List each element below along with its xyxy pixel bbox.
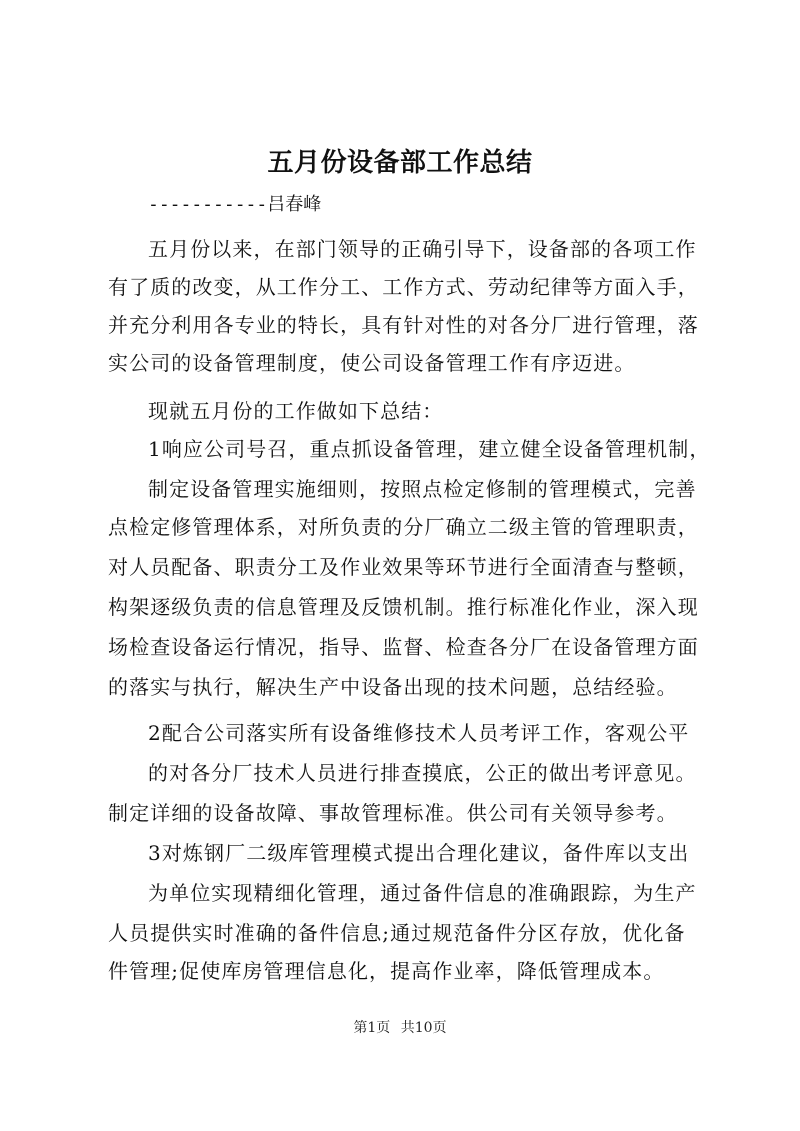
paragraph-line: 点检定修管理体系，对所负责的分厂确立二级主管的管理职责， — [108, 515, 699, 539]
paragraph-line: 实公司的设备管理制度，使公司设备管理工作有序迈进。 — [108, 351, 636, 375]
paragraph-line: 并充分利用各专业的特长，具有针对性的对各分厂进行管理，落 — [108, 313, 699, 337]
author-line: -----------吕春峰 — [148, 194, 322, 215]
paragraph-line: 构架逐级负责的信息管理及反馈机制。推行标准化作业，深入现 — [108, 595, 699, 619]
page-number: 第1页 — [353, 1020, 391, 1036]
paragraph-line: 五月份以来，在部门领导的正确引导下，设备部的各项工作 — [148, 237, 697, 261]
document-title: 五月份设备部工作总结 — [267, 148, 533, 178]
paragraph-line: 3对炼钢厂二级库管理模式提出合理化建议，备件库以支出 — [148, 841, 690, 865]
paragraph-line: 1响应公司号召，重点抓设备管理，建立健全设备管理机制， — [148, 437, 711, 461]
paragraph-line: 有了质的改变，从工作分工、工作方式、劳动纪律等方面入手， — [108, 275, 699, 299]
paragraph-line: 制定详细的设备故障、事故管理标准。供公司有关领导参考。 — [108, 801, 678, 825]
paragraph-line: 件管理;促使库房管理信息化，提高作业率，降低管理成本。 — [108, 959, 665, 983]
paragraph-line: 制定设备管理实施细则，按照点检定修制的管理模式，完善 — [148, 477, 697, 501]
paragraph-line: 对人员配备、职责分工及作业效果等环节进行全面清查与整顿， — [108, 555, 699, 579]
page-total: 共10页 — [400, 1020, 447, 1036]
paragraph-line: 2配合公司落实所有设备维修技术人员考评工作，客观公平 — [148, 721, 690, 745]
page-footer — [0, 1017, 800, 1037]
paragraph-line: 为单位实现精细化管理，通过备件信息的准确跟踪，为生产 — [148, 881, 697, 905]
paragraph-line: 现就五月份的工作做如下总结： — [148, 399, 444, 423]
paragraph-line: 场检查设备运行情况，指导、监督、检查各分厂在设备管理方面 — [108, 635, 699, 659]
paragraph-line: 的落实与执行，解决生产中设备出现的技术问题，总结经验。 — [108, 675, 678, 699]
paragraph-line: 的对各分厂技术人员进行排查摸底，公正的做出考评意见。 — [148, 761, 697, 785]
paragraph-line: 人员提供实时准确的备件信息;通过规范备件分区存放，优化备 — [108, 921, 686, 945]
